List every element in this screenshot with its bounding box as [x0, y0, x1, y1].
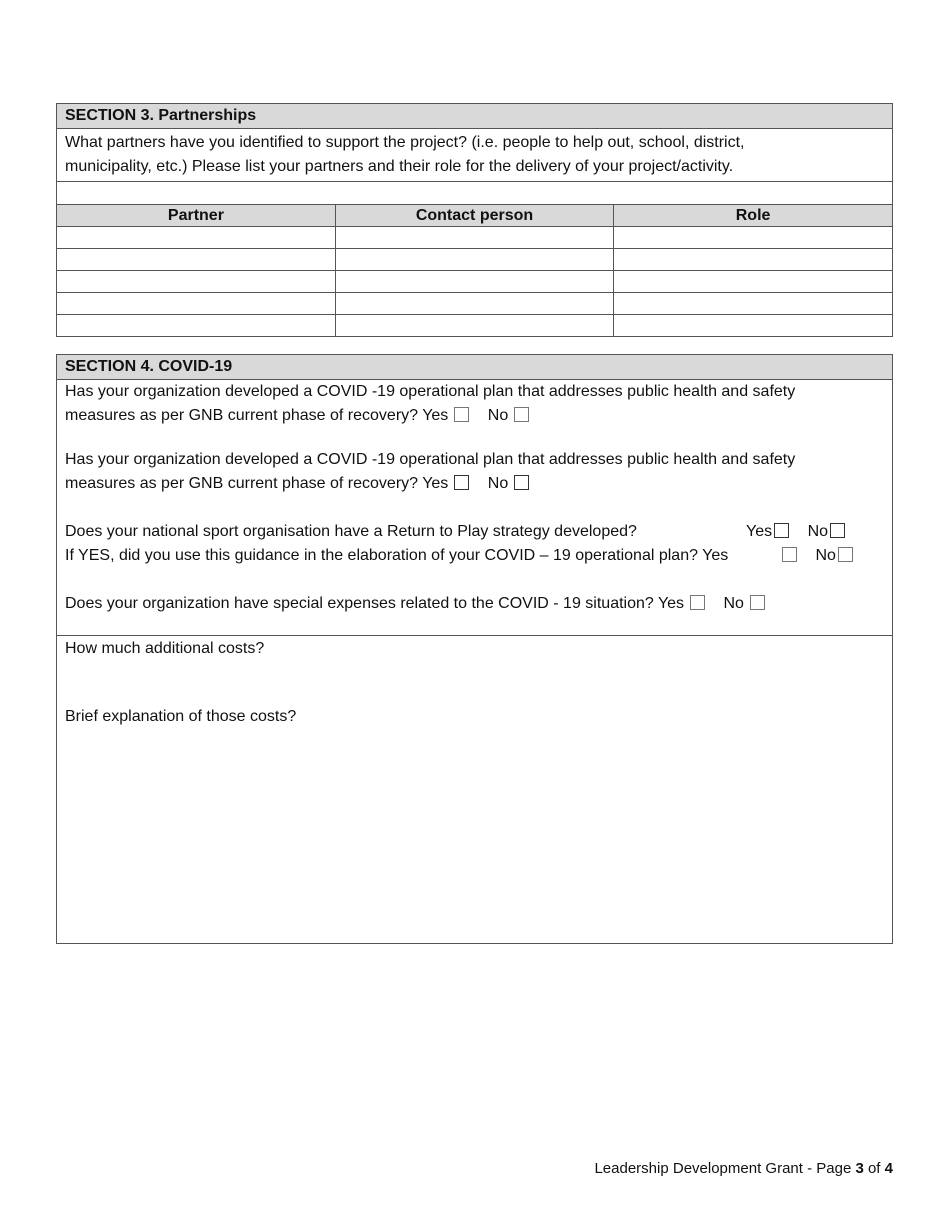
q2-line-2-text: measures as per GNB current phase of recovery? Yes: [65, 475, 449, 492]
footer-page-total: 4: [884, 1160, 893, 1177]
section-3-partnerships: [56, 103, 893, 337]
q3-answers: [746, 523, 845, 541]
q5-text: Does your organization have special expenses related to the COVID - 19 situation? Yes: [65, 595, 685, 612]
partner-column-header: Partner: [57, 205, 335, 227]
q5-no-label: No: [723, 595, 744, 612]
role-cell[interactable]: [614, 227, 892, 249]
table-row: [57, 249, 892, 271]
q1-no-checkbox[interactable]: [514, 407, 529, 422]
section-3-description-line-2: municipality, etc.) Please list your partners and their role for the delivery of your project/activity.: [65, 158, 734, 175]
footer-of: of: [863, 1160, 885, 1177]
contact-person-cell[interactable]: [335, 249, 613, 271]
section-4-covid: [56, 354, 893, 944]
q3-no-checkbox[interactable]: [830, 523, 845, 538]
role-cell[interactable]: [614, 293, 892, 315]
q3-yes-label: Yes: [746, 523, 773, 540]
partners-table: [57, 205, 892, 336]
page-footer: [594, 1160, 893, 1177]
partner-cell[interactable]: [57, 227, 335, 249]
q4-checkboxes: [782, 547, 853, 565]
q2-no-label: No: [487, 475, 509, 492]
section-3-description-line-1: What partners have you identified to support the project? (i.e. people to help out, school, district,: [65, 134, 745, 151]
q4-no-checkbox[interactable]: [838, 547, 853, 562]
additional-costs-label: How much additional costs?: [65, 640, 265, 657]
table-row: [57, 271, 892, 293]
contact-person-cell[interactable]: [335, 271, 613, 293]
contact-person-cell[interactable]: [335, 293, 613, 315]
section-3-spacer: [57, 181, 892, 205]
table-row: [57, 315, 892, 337]
section-4-divider: [57, 635, 892, 636]
q1-line-2: [65, 407, 529, 425]
q1-line-2-text: measures as per GNB current phase of recovery? Yes: [65, 407, 449, 424]
costs-explanation-label: Brief explanation of those costs?: [65, 708, 297, 725]
q2-line-1: Has your organization developed a COVID -19 operational plan that addresses public health and safety: [65, 451, 796, 468]
q1-yes-checkbox[interactable]: [454, 407, 469, 422]
partner-cell[interactable]: [57, 271, 335, 293]
table-row: [57, 293, 892, 315]
role-cell[interactable]: [614, 249, 892, 271]
contact-person-cell[interactable]: [335, 227, 613, 249]
section-4-title: SECTION 4. COVID-19: [57, 355, 892, 380]
q3-yes-checkbox[interactable]: [774, 523, 789, 538]
role-cell[interactable]: [614, 315, 892, 337]
q5-yes-checkbox[interactable]: [690, 595, 705, 610]
q5-no-checkbox[interactable]: [750, 595, 765, 610]
partner-cell[interactable]: [57, 315, 335, 337]
q1-no-label: No: [487, 407, 509, 424]
q3-no-label: No: [807, 523, 829, 540]
table-row: [57, 227, 892, 249]
role-column-header: Role: [614, 205, 892, 227]
contact-person-cell[interactable]: [335, 315, 613, 337]
q3-text: Does your national sport organisation have a Return to Play strategy developed?: [65, 523, 637, 540]
partner-cell[interactable]: [57, 293, 335, 315]
q2-line-2: [65, 475, 529, 493]
q4-no-label: No: [815, 547, 836, 564]
q4-yes-checkbox[interactable]: [782, 547, 797, 562]
partner-cell[interactable]: [57, 249, 335, 271]
q4-text: If YES, did you use this guidance in the elaboration of your COVID – 19 operational plan? Yes: [65, 547, 729, 564]
role-cell[interactable]: [614, 271, 892, 293]
q2-no-checkbox[interactable]: [514, 475, 529, 490]
q2-yes-checkbox[interactable]: [454, 475, 469, 490]
footer-text: Leadership Development Grant - Page: [594, 1160, 856, 1177]
contact-person-column-header: Contact person: [335, 205, 613, 227]
section-3-title: SECTION 3. Partnerships: [57, 104, 892, 129]
footer-page-number: 3: [855, 1160, 864, 1177]
q5-line: [65, 595, 765, 613]
q1-line-1: Has your organization developed a COVID -19 operational plan that addresses public health and safety: [65, 383, 796, 400]
